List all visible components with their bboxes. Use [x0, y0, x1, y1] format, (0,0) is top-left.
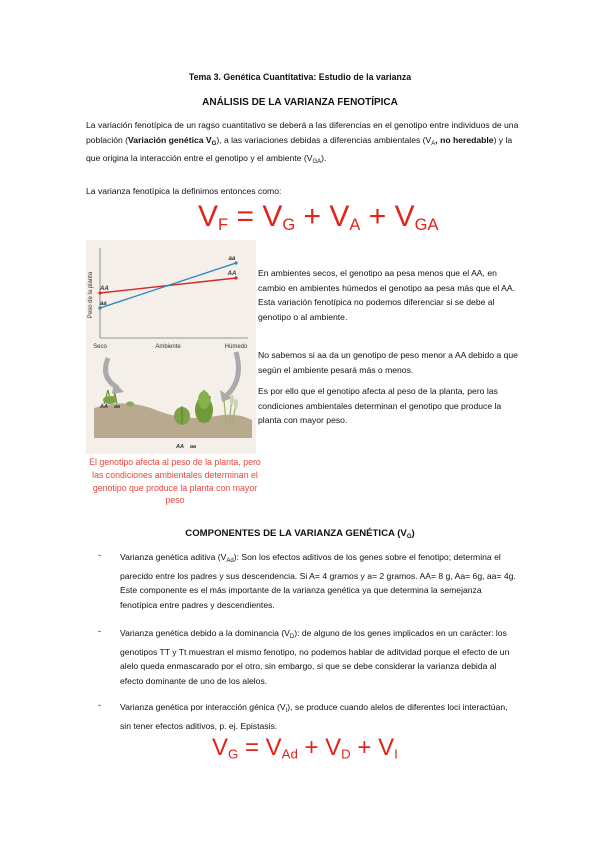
- genotype-environment-figure: [86, 240, 256, 454]
- label-aa-dry: aa: [114, 404, 121, 410]
- label-aa-seco: aa: [100, 301, 107, 307]
- genetic-variance-formula: $V_G = V_{Ad} + V_D + V_I$: [212, 734, 398, 762]
- label-AA-wet: AA: [176, 444, 184, 450]
- intro-paragraph: La variación fenotípica de un ragso cuantitativo se deberá a las diferencias en el genotipo entre individuos de una población (Variación genética $V_G$), a las variaciones debidas a diferencias ambientales ($V_A$, no heredable) y la que origina la interacción entre el genotipo y el ambiente $(V_{GA})$.: [86, 120, 519, 166]
- label-AA-humedo: AA: [227, 271, 237, 277]
- explanation-paragraph-1: En ambientes secos, el genotipo aa pesa menos que el AA, en cambio en ambientes húmedos el genotipo aa pesa más que el AA. Esta variación fenotípica no podemos diferenciar si se debe al genotipo o al ambiente.: [258, 268, 516, 322]
- label-aa-humedo: aa: [228, 256, 236, 262]
- phenotypic-variance-formula: $V_F = V_G + V_A + V_{GA}$: [198, 200, 439, 235]
- bullet-dominance-variance: Varianza genética debido a la dominancia $(V_D)$: de alguno de los genes implicados en un carácter: los genotipos TT y Tt muestran el mismo fenotipo, no podemos hablar de aditvidad porque el efecto de un alelo queda enmascarado por el otro, sin embargo, si que se debe considerar la varianza debida al efecto dominante de uno de los alelos.: [120, 628, 510, 686]
- section-heading-fenotipica: ANÁLISIS DE LA VARIANZA FENOTÍPICA: [202, 97, 398, 108]
- x-tick-humedo: Húmedo: [224, 344, 248, 350]
- bullet-dash-3: -: [98, 700, 101, 710]
- label-AA-seco: AA: [100, 286, 109, 292]
- label-aa-wet: aa: [190, 444, 197, 450]
- label-AA-dry: AA: [100, 404, 108, 410]
- topic-title: Tema 3. Genética Cuantitativa: Estudio de la varianza: [188, 72, 412, 82]
- x-tick-seco: Seco: [93, 344, 107, 350]
- explanation-paragraph-3: Es por ello que el genotipo afecta al peso de la planta, pero las condiciones ambientales determinan el genotipo que produce la planta con mayor peso.: [258, 386, 502, 426]
- definition-text: La varianza fenotípica la definimos entonces como:: [86, 186, 282, 196]
- y-axis-label: Peso de la planta: [88, 271, 94, 319]
- section-heading-genetica: COMPONENTES DE LA VARIANZA GENÉTICA $(V_G)$: [185, 528, 415, 540]
- bullet-interaction-variance: Varianza genética por interacción génica $(V_I)$, se produce cuando alelos de diferentes loci interactúan, sin tener efectos aditivos, p. ej. Epistasis.: [120, 702, 508, 731]
- bullet-additive-variance: Varianza genética aditiva $(V_{Ad})$: Son los efectos aditivos de los genes sobre el fenotipo; determina el parecido entre los padres y sus descendencia. Si A= 4 gramos y a= 2 gramos. AA= 8 g, Aa= 6g, aa= 4g. Este componente es el más importante de la varianza genética ya que determina la semejanza fenotípica entre padres y descendientes.: [120, 552, 516, 610]
- bullet-dash-2: -: [98, 626, 101, 636]
- figure-caption: El genotipo afecta al peso de la planta, pero las condiciones ambientales determinan el genotipo que produce la planta con mayor peso: [89, 457, 261, 506]
- plant-aa-small: [126, 402, 134, 407]
- bullet-dash-1: -: [98, 550, 101, 560]
- explanation-paragraph-2: No sabemos si aa da un genotipo de peso menor a AA debido a que según el ambiente pesará más o menos.: [258, 350, 518, 375]
- x-axis-label: Ambiente: [155, 344, 181, 350]
